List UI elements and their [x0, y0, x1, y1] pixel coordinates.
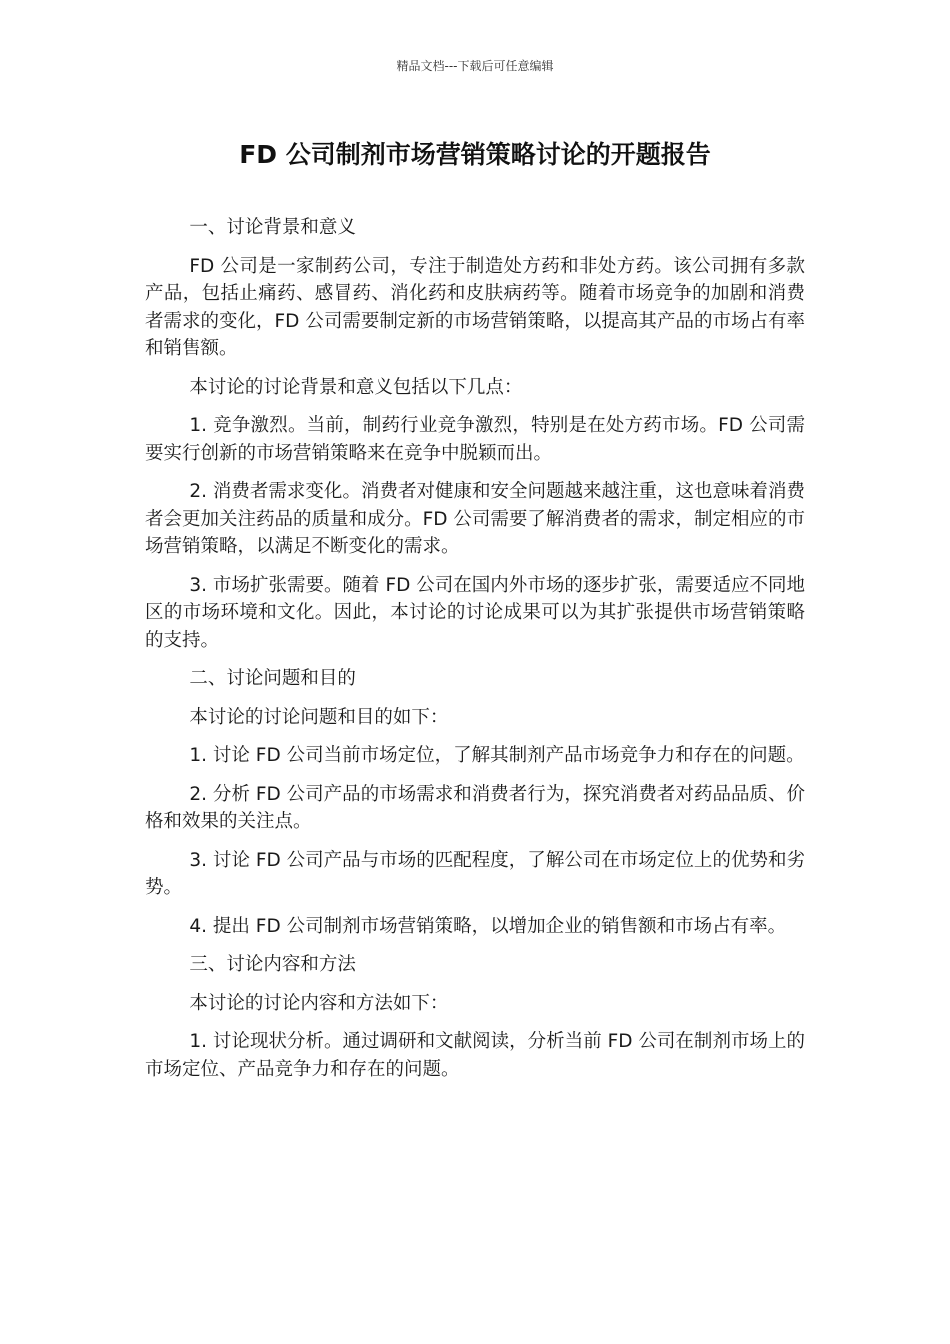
- paragraph-background-intro: 本讨论的讨论背景和意义包括以下几点：: [189, 376, 523, 398]
- paragraph-company-intro: FD 公司是一家制药公司，专注于制造处方药和非处方药。该公司拥有多款产品，包括止痛药、感冒药、消化药和皮肤病药等。随着市场竞争的加剧和消费者需求的变化，FD 公司需要制定新的市场营销策略，以提高其产品的市场占有率和销售额。: [145, 255, 805, 359]
- section-heading-questions: 二、讨论问题和目的: [189, 668, 356, 689]
- list-item-question-1: 1. 讨论 FD 公司当前市场定位，了解其制剂产品市场竞争力和存在的问题。: [189, 745, 805, 766]
- list-item-question-4: 4. 提出 FD 公司制剂市场营销策略，以增加企业的销售额和市场占有率。: [189, 915, 787, 937]
- list-item-question-2: 2. 分析 FD 公司产品的市场需求和消费者行为，探究消费者对药品品质、价格和效果的关注点。: [145, 783, 805, 832]
- list-item-market-expansion: 3. 市场扩张需要。随着 FD 公司在国内外市场的逐步扩张，需要适应不同地区的市场环境和文化。因此，本讨论的讨论成果可以为其扩张提供市场营销策略的支持。: [145, 574, 805, 651]
- list-item-consumer-demand: 2. 消费者需求变化。消费者对健康和安全问题越来越注重，这也意味着消费者会更加关注药品的质量和成分。FD 公司需要了解消费者的需求，制定相应的市场营销策略，以满足不断变化的需求。: [145, 481, 805, 557]
- document-title: FD 公司制剂市场营销策略讨论的开题报告: [239, 140, 711, 169]
- paragraph-questions-intro: 本讨论的讨论问题和目的如下：: [189, 706, 449, 728]
- list-item-question-3: 3. 讨论 FD 公司产品与市场的匹配程度，了解公司在市场定位上的优势和劣势。: [145, 849, 805, 898]
- page-header: 精品文档---下载后可任意编辑: [396, 59, 554, 73]
- section-heading-content-methods: 三、讨论内容和方法: [189, 954, 356, 975]
- list-item-competition: 1. 竞争激烈。当前，制药行业竞争激烈，特别是在处方药市场。FD 公司需要实行创新的市场营销策略来在竞争中脱颖而出。: [145, 415, 805, 464]
- paragraph-methods-intro: 本讨论的讨论内容和方法如下：: [189, 992, 449, 1014]
- document-body: [145, 214, 805, 1094]
- section-heading-background: 一、讨论背景和意义: [189, 217, 356, 238]
- list-item-method-1: 1. 讨论现状分析。通过调研和文献阅读，分析当前 FD 公司在制剂市场上的市场定位、产品竞争力和存在的问题。: [145, 1031, 805, 1080]
